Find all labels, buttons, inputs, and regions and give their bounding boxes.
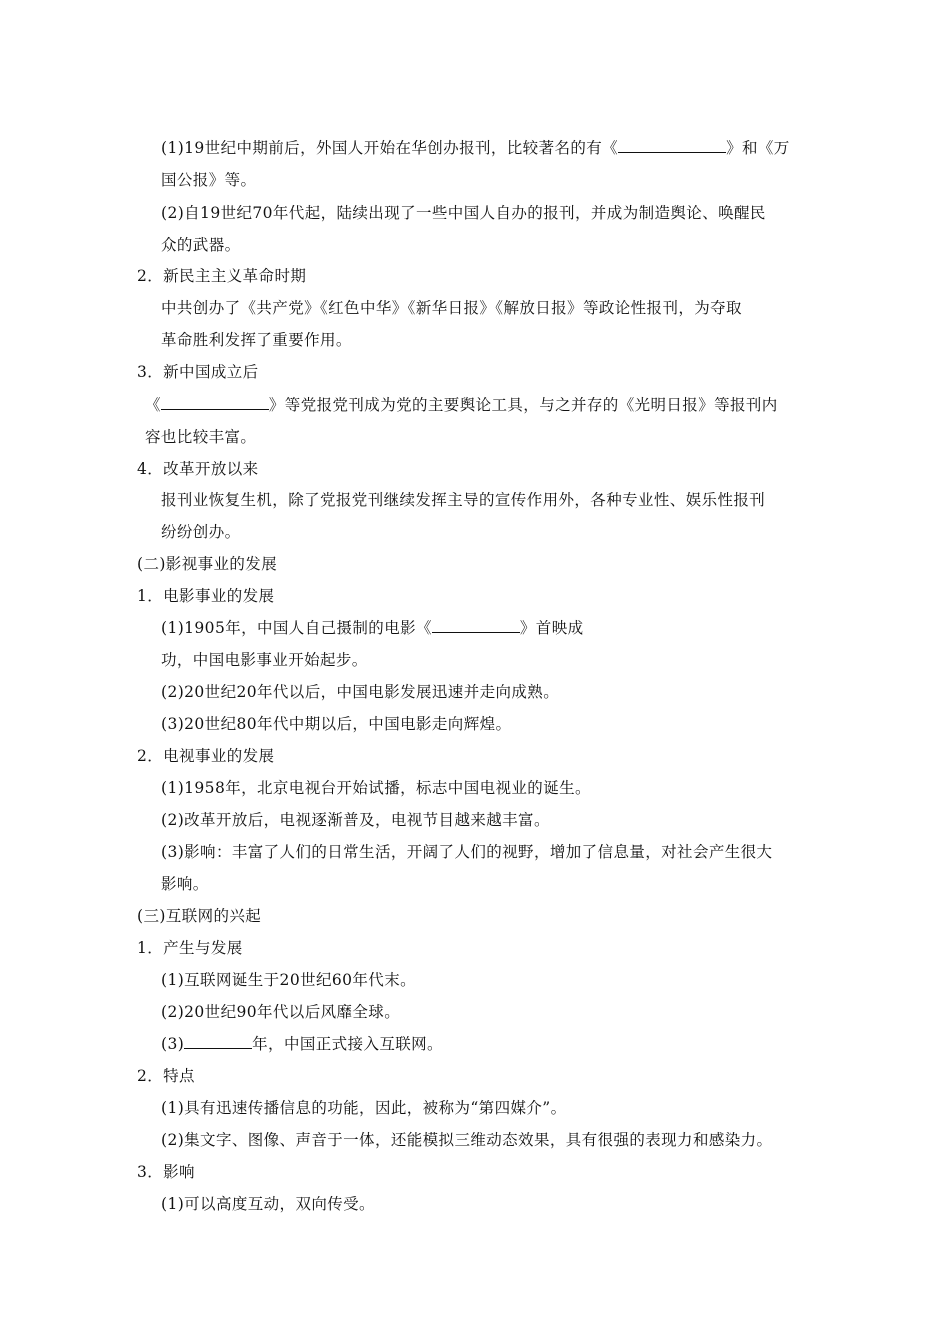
answer-blank[interactable] [184,1034,252,1049]
item-continuation: 国公报》等。 [161,171,257,189]
section-heading: 3．新中国成立后 [137,363,259,381]
item-continuation: 容也比较丰富。 [145,428,257,446]
item-continuation: 纷纷创办。 [161,523,241,541]
item-text: (2)20世纪90年代以后风靡全球。 [161,1003,401,1021]
item-text: 中共创办了《共产党》《红色中华》《新华日报》《解放日报》等政论性报刊，为夺取 [161,299,742,317]
item-text: (3) 年，中国正式接入互联网。 [161,1035,443,1053]
section-heading: 2．特点 [137,1067,195,1085]
item-text: (2)自19世纪70年代起，陆续出现了一些中国人自办的报刊，并成为制造舆论、唤醒民 [161,204,766,222]
section-heading: 2．电视事业的发展 [137,747,275,765]
item-text: 报刊业恢复生机，除了党报党刊继续发挥主导的宣传作用外，各种专业性、娱乐性报刊 [161,491,766,509]
item-text: (2)20世纪20年代以后，中国电影发展迅速并走向成熟。 [161,683,560,701]
item-continuation: 功，中国电影事业开始起步。 [161,651,368,669]
item-text: (1)1905年，中国人自己摄制的电影《 》首映成 [161,619,584,637]
item-text: (1)1958年，北京电视台开始试播，标志中国电视业的诞生。 [161,779,591,797]
section-heading: (三)互联网的兴起 [137,907,262,925]
item-continuation: 众的武器。 [161,236,241,254]
section-heading: 1．产生与发展 [137,939,243,957]
section-heading: 1．电影事业的发展 [137,587,275,605]
answer-blank[interactable] [432,618,520,633]
item-continuation: 影响。 [161,875,209,893]
item-text: (1)可以高度互动，双向传受。 [161,1195,375,1213]
section-heading: (二)影视事业的发展 [137,555,278,573]
item-text: (3)影响：丰富了人们的日常生活，开阔了人们的视野，增加了信息量，对社会产生很大 [161,843,773,861]
item-text: (1)具有迅速传播信息的功能，因此，被称为“第四媒介”。 [161,1099,567,1117]
item-text: (2)改革开放后，电视逐渐普及，电视节目越来越丰富。 [161,811,550,829]
item-text: 《 》等党报党刊成为党的主要舆论工具，与之并存的《光明日报》等报刊内 [145,396,778,414]
section-heading: 3．影响 [137,1163,195,1181]
item-text: (2)集文字、图像、声音于一体，还能模拟三维动态效果，具有很强的表现力和感染力。 [161,1131,773,1149]
answer-blank[interactable] [161,395,269,410]
section-heading: 4．改革开放以来 [137,460,259,478]
item-continuation: 革命胜利发挥了重要作用。 [161,331,352,349]
item-text: (3)20世纪80年代中期以后，中国电影走向辉煌。 [161,715,512,733]
item-text: (1)19世纪中期前后，外国人开始在华创办报刊，比较著名的有《 》和《万 [161,139,790,157]
item-text: (1)互联网诞生于20世纪60年代末。 [161,971,417,989]
section-heading: 2．新民主主义革命时期 [137,267,307,285]
answer-blank[interactable] [618,138,726,153]
